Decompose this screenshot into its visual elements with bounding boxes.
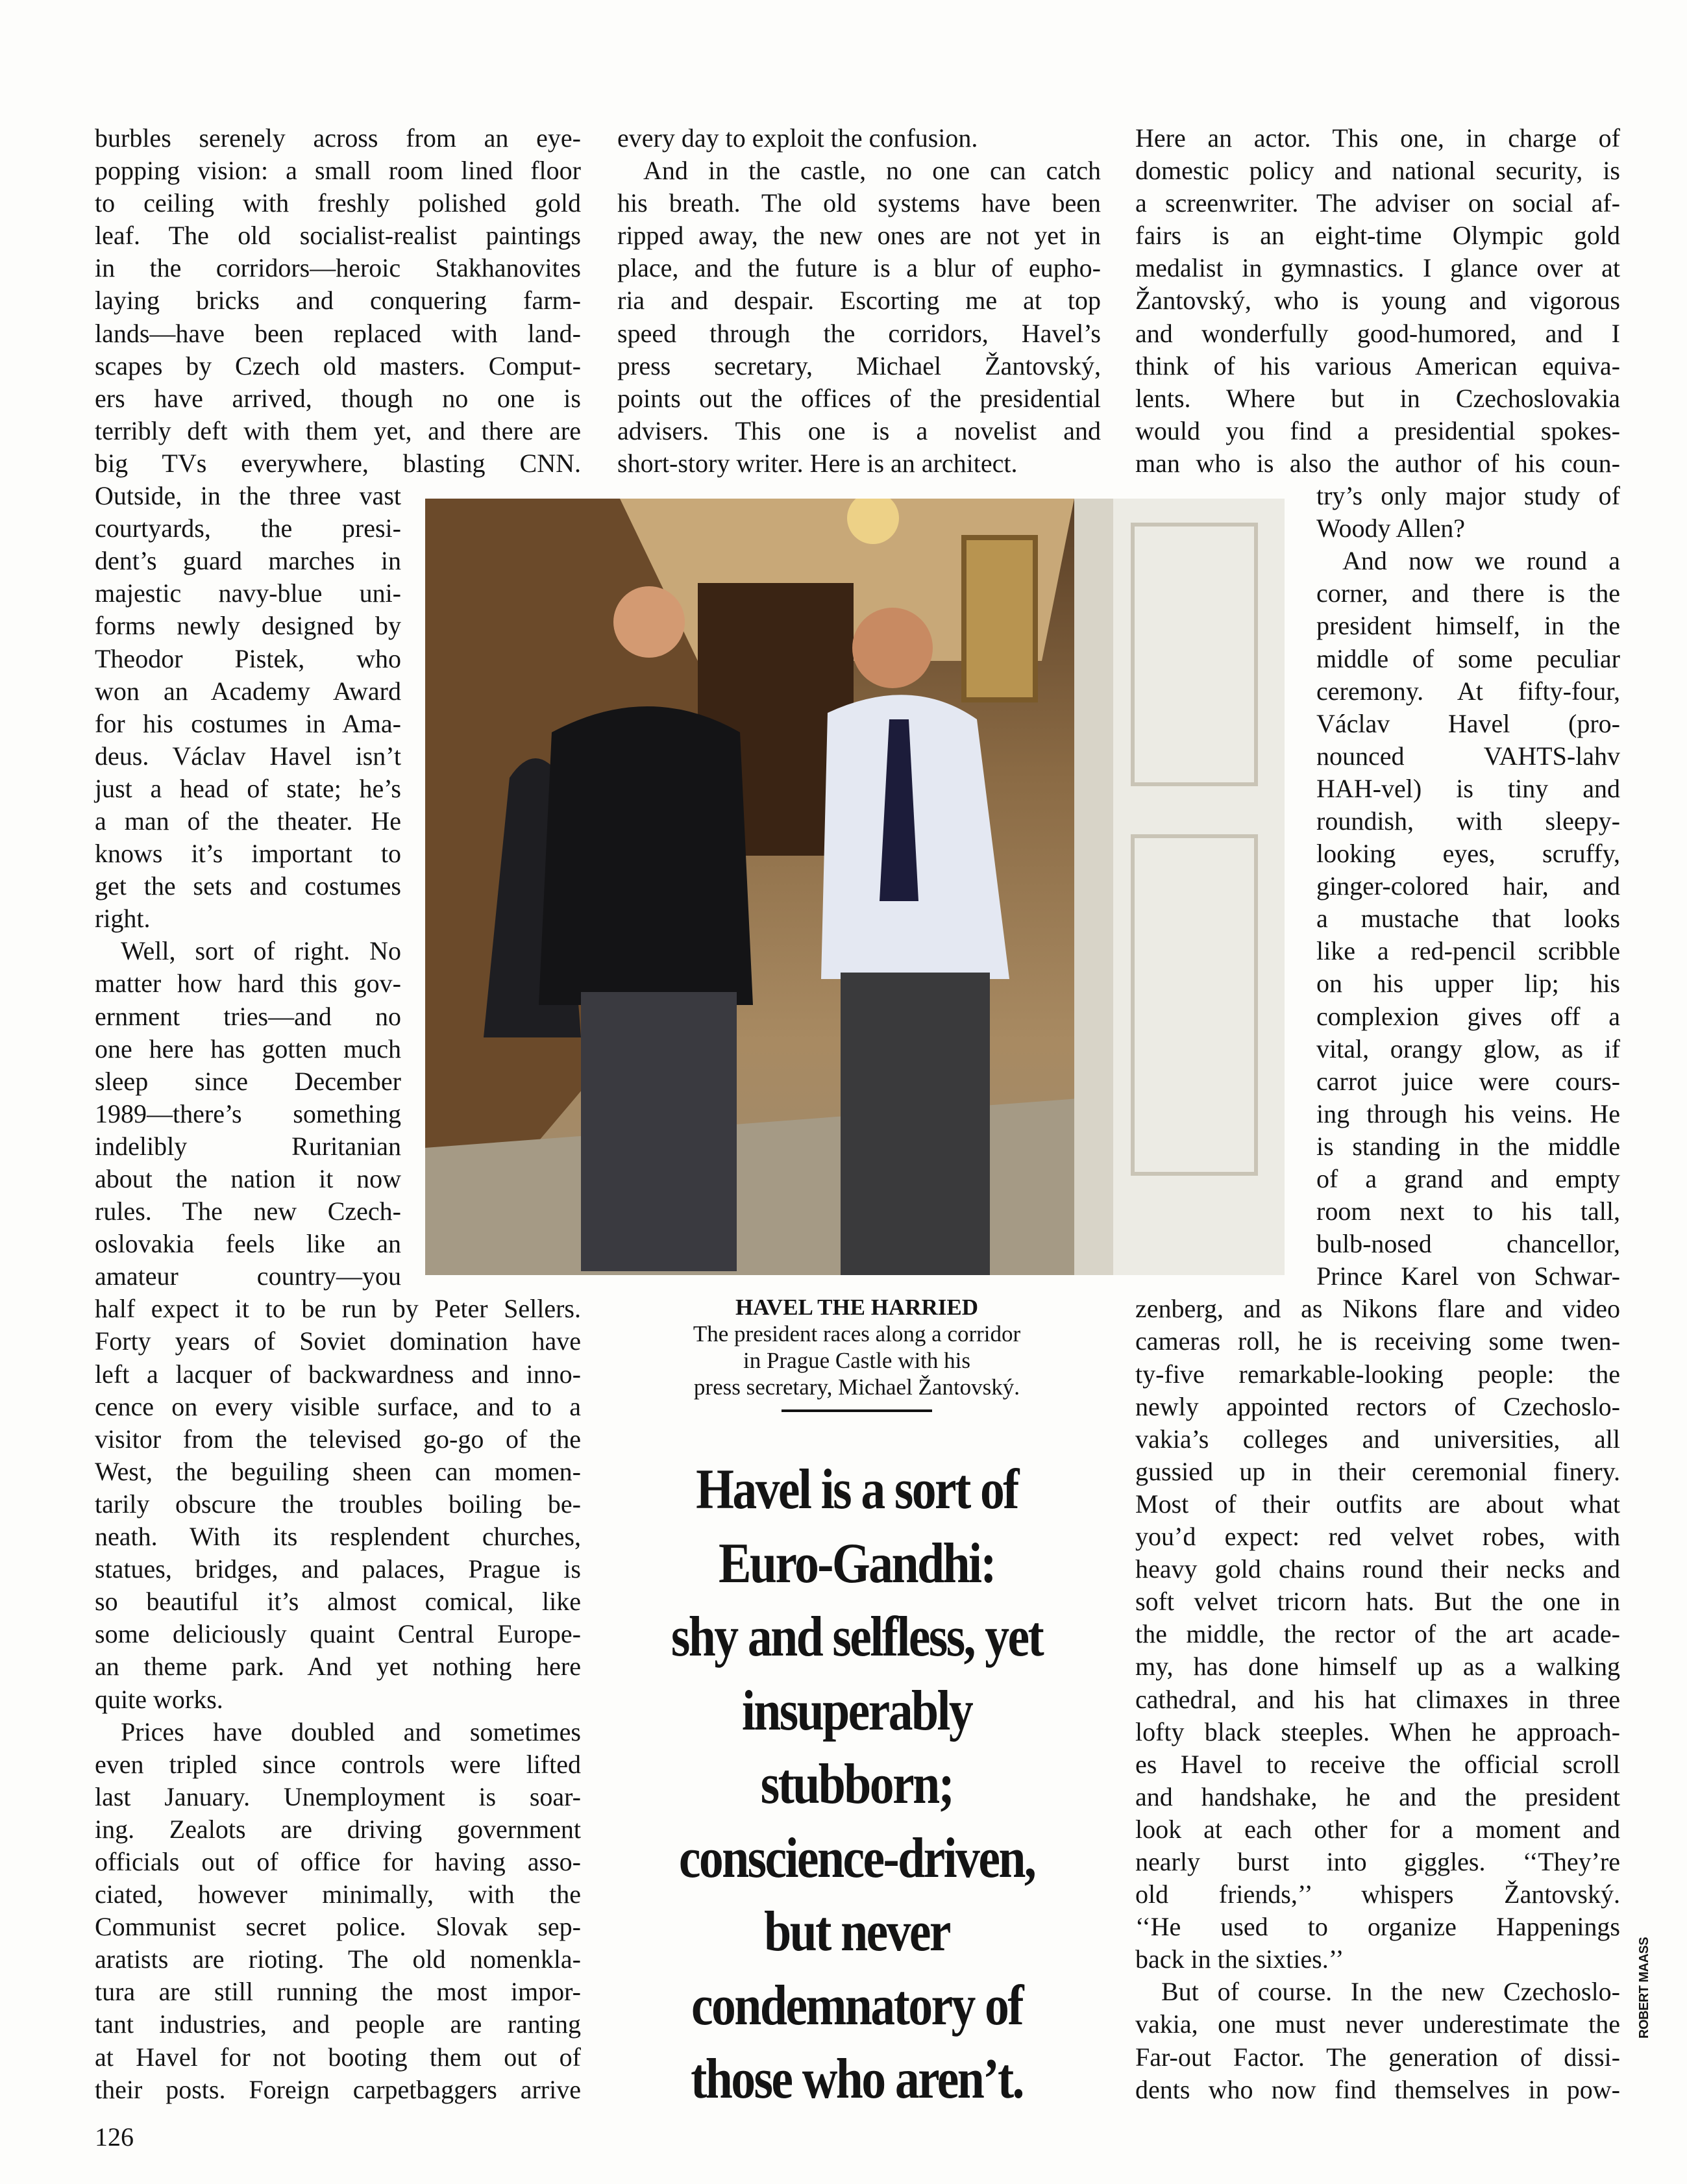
text-line: at Havel for not booting them out of — [95, 2042, 581, 2072]
text-line: fairs is an eight-time Olympic gold — [1135, 221, 1620, 251]
text-line: try’s only major study of — [1316, 481, 1620, 511]
text-line: place, and the future is a blur of eupho- — [617, 253, 1101, 283]
text-line: statues, bridges, and palaces, Prague is — [95, 1554, 581, 1584]
pull-quote — [584, 1453, 1129, 2116]
text-line: scapes by Czech old masters. Comput- — [95, 351, 581, 380]
text-line: like a red-pencil scribble — [1316, 936, 1620, 966]
text-line: half expect it to be run by Peter Sellers. — [95, 1294, 581, 1324]
text-line: press secretary, Michael Žantovský, — [617, 351, 1101, 380]
text-line: vital, orangy glow, as if — [1316, 1034, 1620, 1063]
text-line: just a head of state; he’s — [95, 773, 401, 803]
text-line: ing through his veins. He — [1316, 1098, 1620, 1128]
text-line: points out the offices of the presidential — [617, 383, 1101, 413]
caption-line: press secretary, Michael Žantovský. — [693, 1374, 1020, 1400]
text-line: quite works. — [95, 1684, 223, 1714]
text-line: aratists are rioting. The old nomenkla- — [95, 1944, 581, 1974]
text-line: 1989—there’s something — [95, 1098, 401, 1128]
text-line: vakia’s colleges and universities, all — [1135, 1424, 1620, 1454]
text-line: Theodor Pistek, who — [95, 643, 401, 673]
text-line: But of course. In the new Czechoslo- — [1161, 1977, 1620, 2007]
text-line: dent’s guard marches in — [95, 546, 401, 576]
text-line: rules. The new Czech- — [95, 1197, 401, 1226]
text-line: vakia, one must never underestimate the — [1135, 2009, 1620, 2039]
text-line: Forty years of Soviet domination have — [95, 1326, 581, 1356]
text-line: Prices have doubled and sometimes — [121, 1717, 581, 1746]
photo-credit: ROBERT MAASS — [1637, 1937, 1651, 2039]
text-line: even tripled since controls were lifted — [95, 1749, 581, 1779]
text-line: zenberg, and as Nikons flare and video — [1135, 1294, 1620, 1324]
pull-quote-line: Havel is a sort of — [696, 1458, 1018, 1521]
text-line: and wonderfully good-humored, and I — [1135, 318, 1620, 348]
text-line: get the sets and costumes — [95, 871, 401, 901]
text-line: his breath. The old systems have been — [617, 188, 1101, 218]
text-line: medalist in gymnastics. I glance over at — [1135, 253, 1620, 283]
text-line: tarily obscure the troubles boiling be- — [95, 1489, 581, 1519]
text-line: and handshake, he and the president — [1135, 1781, 1620, 1811]
text-line: a screenwriter. The adviser on social af- — [1135, 188, 1620, 218]
text-line: majestic navy-blue uni- — [95, 578, 401, 608]
text-line: oslovakia feels like an — [95, 1229, 401, 1259]
caption-line: The president races along a corridor — [693, 1321, 1021, 1346]
text-line: speed through the corridors, Havel’s — [617, 318, 1101, 348]
text-line: popping vision: a small room lined floor — [95, 156, 581, 186]
text-line: ty-five remarkable-looking people: the — [1135, 1359, 1620, 1389]
text-line: Woody Allen? — [1316, 514, 1465, 543]
text-line: deus. Václav Havel isn’t — [95, 741, 401, 771]
text-line: HAH-vel) is tiny and — [1316, 773, 1620, 803]
text-line: nounced VAHTS-lahv — [1316, 741, 1620, 771]
pull-quote-line: stubborn; — [760, 1753, 954, 1816]
text-line: big TVs everywhere, blasting CNN. — [95, 448, 581, 478]
text-line: gussied up in their ceremonial finery. — [1135, 1456, 1620, 1486]
text-line: left a lacquer of backwardness and inno- — [95, 1359, 581, 1389]
text-line: last January. Unemployment is soar- — [95, 1781, 581, 1811]
text-line: lents. Where but in Czechoslovakia — [1135, 383, 1620, 413]
text-line: Far-out Factor. The generation of dissi- — [1135, 2042, 1620, 2072]
text-line: lands—have been replaced with land- — [95, 318, 581, 348]
text-line: ceremony. At fifty-four, — [1316, 676, 1620, 706]
text-line: es Havel to receive the official scroll — [1135, 1749, 1620, 1779]
text-line: amateur country—you — [95, 1261, 401, 1291]
text-line: complexion gives off a — [1316, 1001, 1620, 1031]
caption-title: HAVEL THE HARRIED — [735, 1295, 979, 1320]
text-line: their posts. Foreign carpetbaggers arrive — [95, 2074, 581, 2104]
article-column-middle — [617, 122, 1101, 480]
text-line: officials out of office for having asso- — [95, 1846, 581, 1876]
pull-quote-line: Euro-Gandhi: — [718, 1532, 996, 1595]
text-line: man who is also the author of his coun- — [1135, 448, 1620, 478]
text-line: And in the castle, no one can catch — [643, 156, 1101, 186]
text-line: back in the sixties.’’ — [1135, 1944, 1344, 1974]
text-line: tura are still running the most impor- — [95, 1977, 581, 2007]
photo-havel-corridor — [425, 499, 1285, 1275]
text-line: sleep since December — [95, 1066, 401, 1096]
text-line: domestic policy and national security, is — [1135, 156, 1620, 186]
text-line: Outside, in the three vast — [95, 481, 401, 511]
pull-quote-line: but never — [764, 1900, 950, 1963]
text-line: newly appointed rectors of Czechoslo- — [1135, 1391, 1620, 1421]
text-line: in the corridors—heroic Stakhanovites — [95, 253, 581, 283]
text-line: Žantovský, who is young and vigorous — [1135, 286, 1620, 316]
text-line: some deliciously quaint Central Europe- — [95, 1619, 581, 1649]
text-line: ria and despair. Escorting me at top — [617, 286, 1101, 316]
pull-quote-line: condemnatory of — [691, 1974, 1022, 2037]
text-line: ers have arrived, though no one is — [95, 383, 581, 413]
text-line: Well, sort of right. No — [121, 936, 401, 966]
text-line: Václav Havel (pro- — [1316, 708, 1620, 738]
pull-quote-line: insuperably — [741, 1679, 972, 1743]
photo-illustration — [425, 499, 1285, 1275]
text-line: neath. With its resplendent churches, — [95, 1522, 581, 1552]
text-line: burbles serenely across from an eye- — [95, 123, 581, 153]
text-line: dents who now find themselves in pow- — [1135, 2074, 1620, 2104]
pull-quote-line: shy and selfless, yet — [671, 1606, 1043, 1669]
text-line: ‘‘He used to organize Happenings — [1135, 1912, 1620, 1942]
text-line: a man of the theater. He — [95, 806, 401, 836]
text-line: every day to exploit the confusion. — [617, 123, 978, 153]
text-line: tant industries, and people are ranting — [95, 2009, 581, 2039]
text-line: Prince Karel von Schwar- — [1316, 1261, 1620, 1291]
text-line: advisers. This one is a novelist and — [617, 416, 1101, 445]
text-line: about the nation it now — [95, 1164, 401, 1193]
text-line: visitor from the televised go-go of the — [95, 1424, 581, 1454]
text-line: old friends,’’ whispers Žantovský. — [1135, 1880, 1620, 1909]
text-line: to ceiling with freshly polished gold — [95, 188, 581, 218]
text-line: look at each other for a moment and — [1135, 1814, 1620, 1844]
text-line: laying bricks and conquering farm- — [95, 286, 581, 316]
text-line: And now we round a — [1342, 546, 1620, 576]
text-line: the middle, the rector of the art acade- — [1135, 1619, 1620, 1649]
text-line: heavy gold chains round their necks and — [1135, 1554, 1620, 1584]
text-line: a mustache that looks — [1316, 904, 1620, 934]
text-line: of a grand and empty — [1316, 1164, 1620, 1193]
text-line: right. — [95, 904, 151, 934]
text-line: is standing in the middle — [1316, 1131, 1620, 1161]
caption-line: in Prague Castle with his — [743, 1348, 970, 1373]
text-line: short-story writer. Here is an architect. — [617, 448, 1018, 478]
text-line: on his upper lip; his — [1316, 969, 1620, 999]
text-line: president himself, in the — [1316, 611, 1620, 641]
text-line: room next to his tall, — [1316, 1197, 1620, 1226]
text-line: Here an actor. This one, in charge of — [1135, 123, 1620, 153]
text-line: think of his various American equiva- — [1135, 351, 1620, 380]
text-line: won an Academy Award — [95, 676, 401, 706]
text-line: ernment tries—and no — [95, 1001, 401, 1031]
text-line: West, the beguiling sheen can momen- — [95, 1456, 581, 1486]
text-line: ing. Zealots are driving government — [95, 1814, 581, 1844]
text-line: matter how hard this gov- — [95, 969, 401, 999]
text-line: ciated, however minimally, with the — [95, 1880, 581, 1909]
text-line: cence on every visible surface, and to a — [95, 1391, 581, 1421]
pull-quote-line: those who aren’t. — [691, 2048, 1023, 2111]
text-line: terribly deft with them yet, and there are — [95, 416, 581, 445]
text-line: one here has gotten much — [95, 1034, 401, 1063]
text-line: ripped away, the new ones are not yet in — [617, 221, 1101, 251]
text-line: courtyards, the presi- — [95, 514, 401, 543]
text-line: you’d expect: red velvet robes, with — [1135, 1522, 1620, 1552]
text-line: ginger-colored hair, and — [1316, 871, 1620, 901]
text-line: indelibly Ruritanian — [95, 1131, 401, 1161]
text-line: my, has done himself up as a walking — [1135, 1652, 1620, 1681]
text-line: roundish, with sleepy- — [1316, 806, 1620, 836]
pull-quote-line: conscience-driven, — [678, 1826, 1035, 1890]
text-line: Communist secret police. Slovak sep- — [95, 1912, 581, 1942]
caption-divider — [782, 1409, 932, 1412]
text-line: corner, and there is the — [1316, 578, 1620, 608]
page-number: 126 — [95, 2122, 134, 2152]
text-line: cameras roll, he is receiving some twen- — [1135, 1326, 1620, 1356]
text-line: an theme park. And yet nothing here — [95, 1652, 581, 1681]
text-line: looking eyes, scruffy, — [1316, 839, 1620, 869]
text-line: knows it’s important to — [95, 839, 401, 869]
text-line: soft velvet tricorn hats. But the one in — [1135, 1587, 1620, 1617]
text-line: bulb-nosed chancellor, — [1316, 1229, 1620, 1259]
photo-caption — [636, 1294, 1077, 1412]
text-line: carrot juice were cours- — [1316, 1066, 1620, 1096]
text-line: nearly burst into giggles. ‘‘They’re — [1135, 1846, 1620, 1876]
text-line: forms newly designed by — [95, 611, 401, 641]
text-line: Most of their outfits are about what — [1135, 1489, 1620, 1519]
text-line: middle of some peculiar — [1316, 643, 1620, 673]
text-line: would you find a presidential spokes- — [1135, 416, 1620, 445]
text-line: lofty black steeples. When he approach- — [1135, 1717, 1620, 1746]
text-line: so beautiful it’s almost comical, like — [95, 1587, 581, 1617]
text-line: cathedral, and his hat climaxes in three — [1135, 1684, 1620, 1714]
text-line: for his costumes in Ama- — [95, 708, 401, 738]
text-line: leaf. The old socialist-realist paintings — [95, 221, 581, 251]
